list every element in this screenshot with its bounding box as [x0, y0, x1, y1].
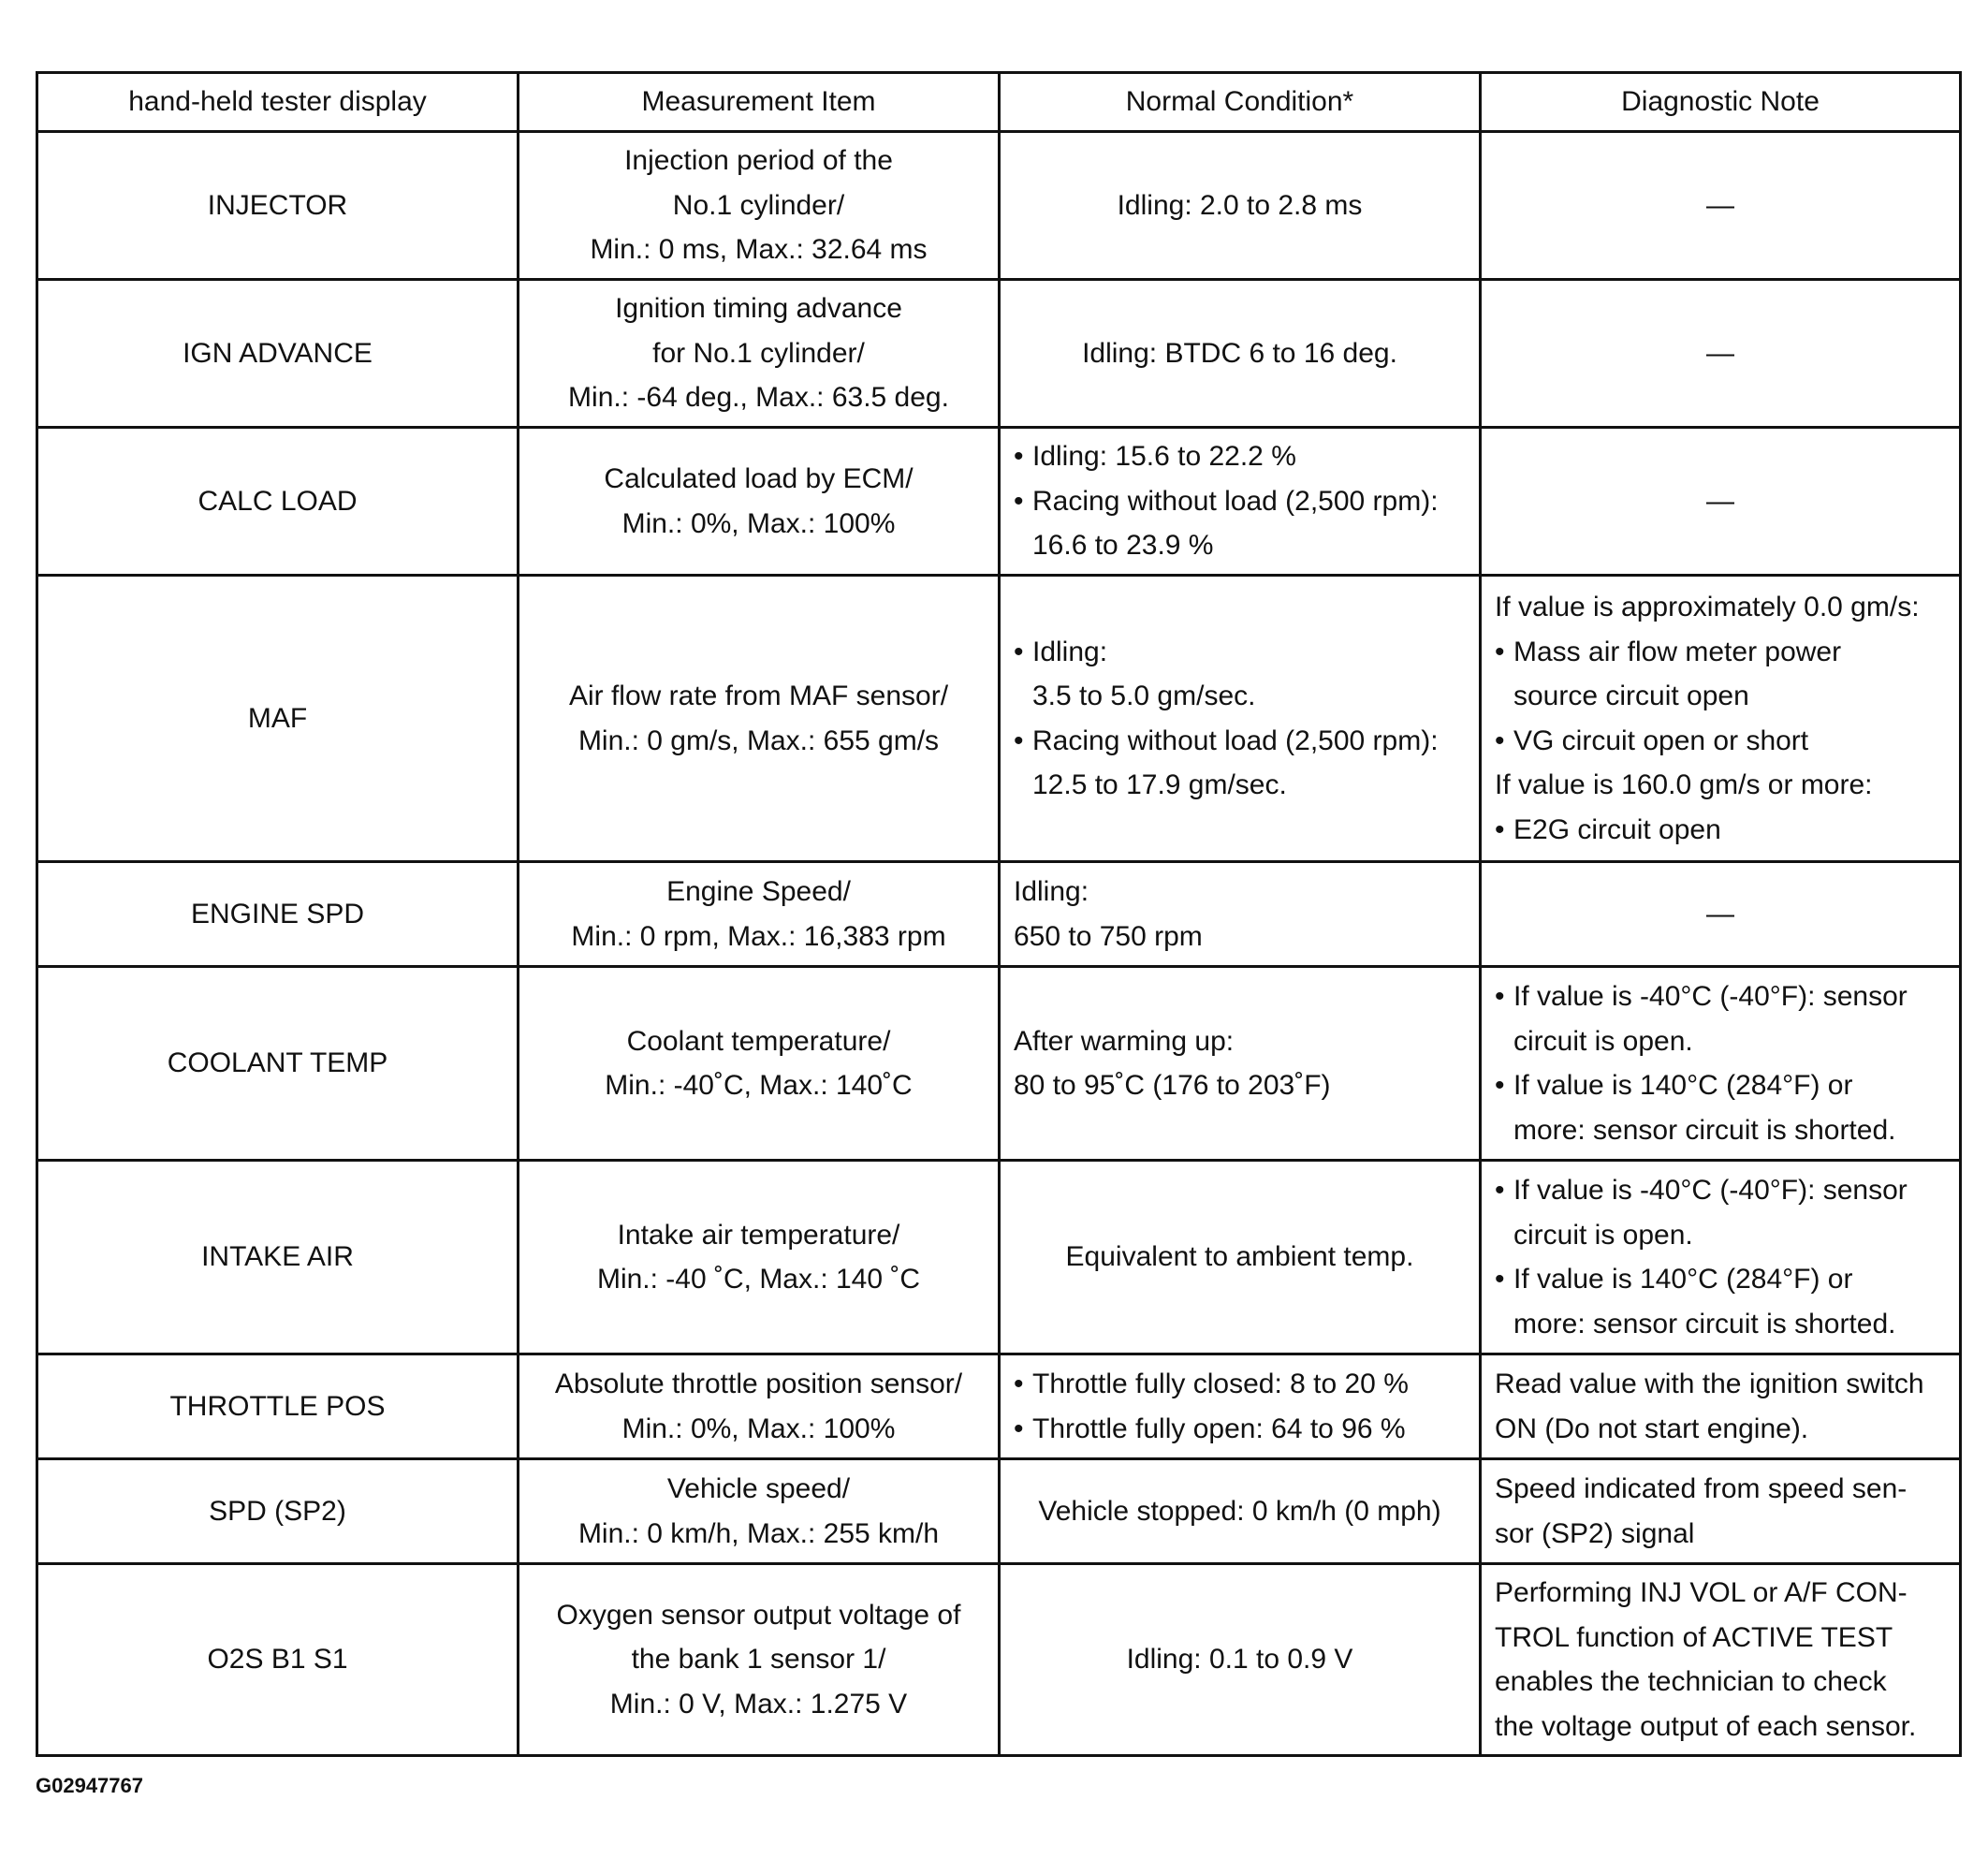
note-line: the voltage output of each sensor.	[1495, 1710, 1917, 1742]
diagnostic-note-cell	[1481, 967, 1961, 1161]
table-row	[37, 576, 1961, 862]
measurement-line: Air flow rate from MAF sensor/	[568, 681, 949, 711]
measurement-item-cell	[519, 967, 1000, 1161]
tester-display-cell: ENGINE SPD	[37, 862, 519, 967]
note-line: sor (SP2) signal	[1495, 1517, 1695, 1549]
data-list-table	[36, 71, 1962, 1757]
bullet-continuation: 16.6 to 23.9 %	[1032, 530, 1214, 562]
diagnostic-note-cell	[1481, 1161, 1961, 1354]
normal-condition-cell: Vehicle stopped: 0 km/h (0 mph)	[1000, 1459, 1481, 1564]
measurement-line: Injection period of the	[624, 145, 893, 177]
tester-display-cell: O2S B1 S1	[37, 1564, 519, 1756]
measurement-line: Vehicle speed/	[666, 1473, 851, 1504]
bullet-item: • If value is -40°C (-40°F): sensor	[1495, 1168, 1946, 1213]
note-line: Performing INJ VOL or A/F CON-	[1495, 1577, 1908, 1608]
tester-display-cell: CALC LOAD	[37, 428, 519, 576]
note-line: If value is approximately 0.0 gm/s:	[1495, 592, 1920, 622]
bullet-item: • Racing without load (2,500 rpm):	[1014, 719, 1466, 764]
measurement-line: Min.: 0 rpm, Max.: 16,383 rpm	[571, 920, 946, 952]
header-measurement-item: Measurement Item	[519, 73, 1000, 132]
normal-condition-cell	[1000, 428, 1481, 576]
bullet-continuation: circuit is open.	[1513, 1025, 1693, 1057]
bullet-item: • Mass air flow meter power	[1495, 630, 1946, 675]
normal-condition-cell: Idling: BTDC 6 to 16 deg.	[1000, 280, 1481, 428]
measurement-line: Min.: -40˚C, Max.: 140˚C	[605, 1070, 913, 1101]
data-list-table-wrapper	[36, 71, 1962, 1757]
normal-line: 80 to 95˚C (176 to 203˚F)	[1014, 1070, 1331, 1101]
measurement-item-cell	[519, 1564, 1000, 1756]
measurement-line: Min.: 0 V, Max.: 1.275 V	[609, 1688, 908, 1720]
diagnostic-note-cell: —	[1481, 280, 1961, 428]
table-row	[37, 280, 1961, 428]
normal-condition-cell	[1000, 576, 1481, 862]
measurement-item-cell	[519, 428, 1000, 576]
table-row	[37, 1354, 1961, 1459]
bullet-continuation: source circuit open	[1513, 681, 1749, 711]
bullet-item: • If value is -40°C (-40°F): sensor	[1495, 974, 1946, 1019]
measurement-line: Engine Speed/	[666, 876, 851, 907]
measurement-item-cell	[519, 1161, 1000, 1354]
measurement-line: the bank 1 sensor 1/	[631, 1644, 886, 1676]
measurement-line: Min.: 0 ms, Max.: 32.64 ms	[590, 234, 928, 266]
measurement-line: Coolant temperature/	[626, 1025, 891, 1057]
table-row	[37, 967, 1961, 1161]
note-line: Speed indicated from speed sen-	[1495, 1473, 1908, 1504]
bullet-continuation: 12.5 to 17.9 gm/sec.	[1032, 769, 1287, 800]
normal-condition-cell	[1000, 862, 1481, 967]
table-row	[37, 862, 1961, 967]
measurement-line: Min.: -64 deg., Max.: 63.5 deg.	[568, 382, 949, 414]
tester-display-cell: IGN ADVANCE	[37, 280, 519, 428]
normal-condition-cell	[1000, 1354, 1481, 1459]
diagnostic-note-cell: —	[1481, 862, 1961, 967]
header-tester-display: hand-held tester display	[37, 73, 519, 132]
bullet-item: • Idling:	[1014, 630, 1466, 675]
measurement-line: Oxygen sensor output voltage of	[556, 1599, 961, 1631]
measurement-line: Absolute throttle position sensor/	[554, 1369, 963, 1399]
bullet-continuation: 3.5 to 5.0 gm/sec.	[1032, 681, 1256, 711]
diagnostic-note-cell: —	[1481, 428, 1961, 576]
table-row	[37, 428, 1961, 576]
normal-condition-cell: Equivalent to ambient temp.	[1000, 1161, 1481, 1354]
bullet-continuation: circuit is open.	[1513, 1219, 1693, 1251]
header-normal-condition: Normal Condition*	[1000, 73, 1481, 132]
note-line: Read value with the ignition switch	[1495, 1369, 1924, 1399]
measurement-line: Intake air temperature/	[617, 1219, 900, 1251]
measurement-item-cell	[519, 1459, 1000, 1564]
tester-display-cell: COOLANT TEMP	[37, 967, 519, 1161]
bullet-item: • Racing without load (2,500 rpm):	[1014, 479, 1466, 524]
note-line: TROL function of ACTIVE TEST	[1495, 1621, 1893, 1653]
diagnostic-note-cell	[1481, 1459, 1961, 1564]
bullet-item: • If value is 140°C (284°F) or	[1495, 1257, 1946, 1302]
note-line: enables the technician to check	[1495, 1666, 1887, 1697]
normal-condition-cell: Idling: 2.0 to 2.8 ms	[1000, 132, 1481, 280]
bullet-continuation: more: sensor circuit is shorted.	[1513, 1308, 1896, 1339]
diagnostic-note-cell: —	[1481, 132, 1961, 280]
header-diagnostic-note: Diagnostic Note	[1481, 73, 1961, 132]
diagnostic-note-cell	[1481, 576, 1961, 862]
header-row	[37, 73, 1961, 132]
bullet-continuation: more: sensor circuit is shorted.	[1513, 1114, 1896, 1146]
measurement-item-cell	[519, 280, 1000, 428]
tester-display-cell: MAF	[37, 576, 519, 862]
measurement-line: Min.: 0%, Max.: 100%	[621, 1413, 896, 1444]
measurement-item-cell	[519, 862, 1000, 967]
bullet-item: • Idling: 15.6 to 22.2 %	[1014, 434, 1466, 479]
figure-id-label: G02947767	[36, 1774, 143, 1797]
bullet-item: • VG circuit open or short	[1495, 719, 1946, 764]
diagnostic-note-cell	[1481, 1564, 1961, 1756]
table-row	[37, 1459, 1961, 1564]
measurement-line: for No.1 cylinder/	[652, 337, 865, 369]
normal-line: Idling:	[1014, 876, 1089, 907]
normal-line: 650 to 750 rpm	[1014, 920, 1203, 952]
diagnostic-note-cell	[1481, 1354, 1961, 1459]
measurement-item-cell	[519, 132, 1000, 280]
measurement-line: Min.: -40 ˚C, Max.: 140 ˚C	[596, 1264, 921, 1295]
tester-display-cell: INJECTOR	[37, 132, 519, 280]
measurement-line: No.1 cylinder/	[672, 189, 845, 221]
measurement-line: Calculated load by ECM/	[604, 463, 914, 494]
measurement-line: Min.: 0 gm/s, Max.: 655 gm/s	[577, 725, 940, 756]
table-row	[37, 1161, 1961, 1354]
note-line: If value is 160.0 gm/s or more:	[1495, 769, 1873, 800]
note-line: ON (Do not start engine).	[1495, 1413, 1809, 1444]
bullet-item: • If value is 140°C (284°F) or	[1495, 1063, 1946, 1108]
measurement-line: Min.: 0 km/h, Max.: 255 km/h	[577, 1517, 940, 1549]
tester-display-cell: THROTTLE POS	[37, 1354, 519, 1459]
table-row	[37, 132, 1961, 280]
normal-condition-cell: Idling: 0.1 to 0.9 V	[1000, 1564, 1481, 1756]
table-row	[37, 1564, 1961, 1756]
bullet-item: • E2G circuit open	[1495, 808, 1946, 853]
tester-display-cell: SPD (SP2)	[37, 1459, 519, 1564]
normal-condition-cell	[1000, 967, 1481, 1161]
measurement-line: Min.: 0%, Max.: 100%	[621, 507, 896, 539]
measurement-line: Ignition timing advance	[615, 293, 902, 325]
measurement-item-cell	[519, 576, 1000, 862]
measurement-item-cell	[519, 1354, 1000, 1459]
bullet-item: • Throttle fully closed: 8 to 20 %	[1014, 1362, 1466, 1407]
normal-line: After warming up:	[1014, 1025, 1235, 1057]
tester-display-cell: INTAKE AIR	[37, 1161, 519, 1354]
bullet-item: • Throttle fully open: 64 to 96 %	[1014, 1407, 1466, 1452]
